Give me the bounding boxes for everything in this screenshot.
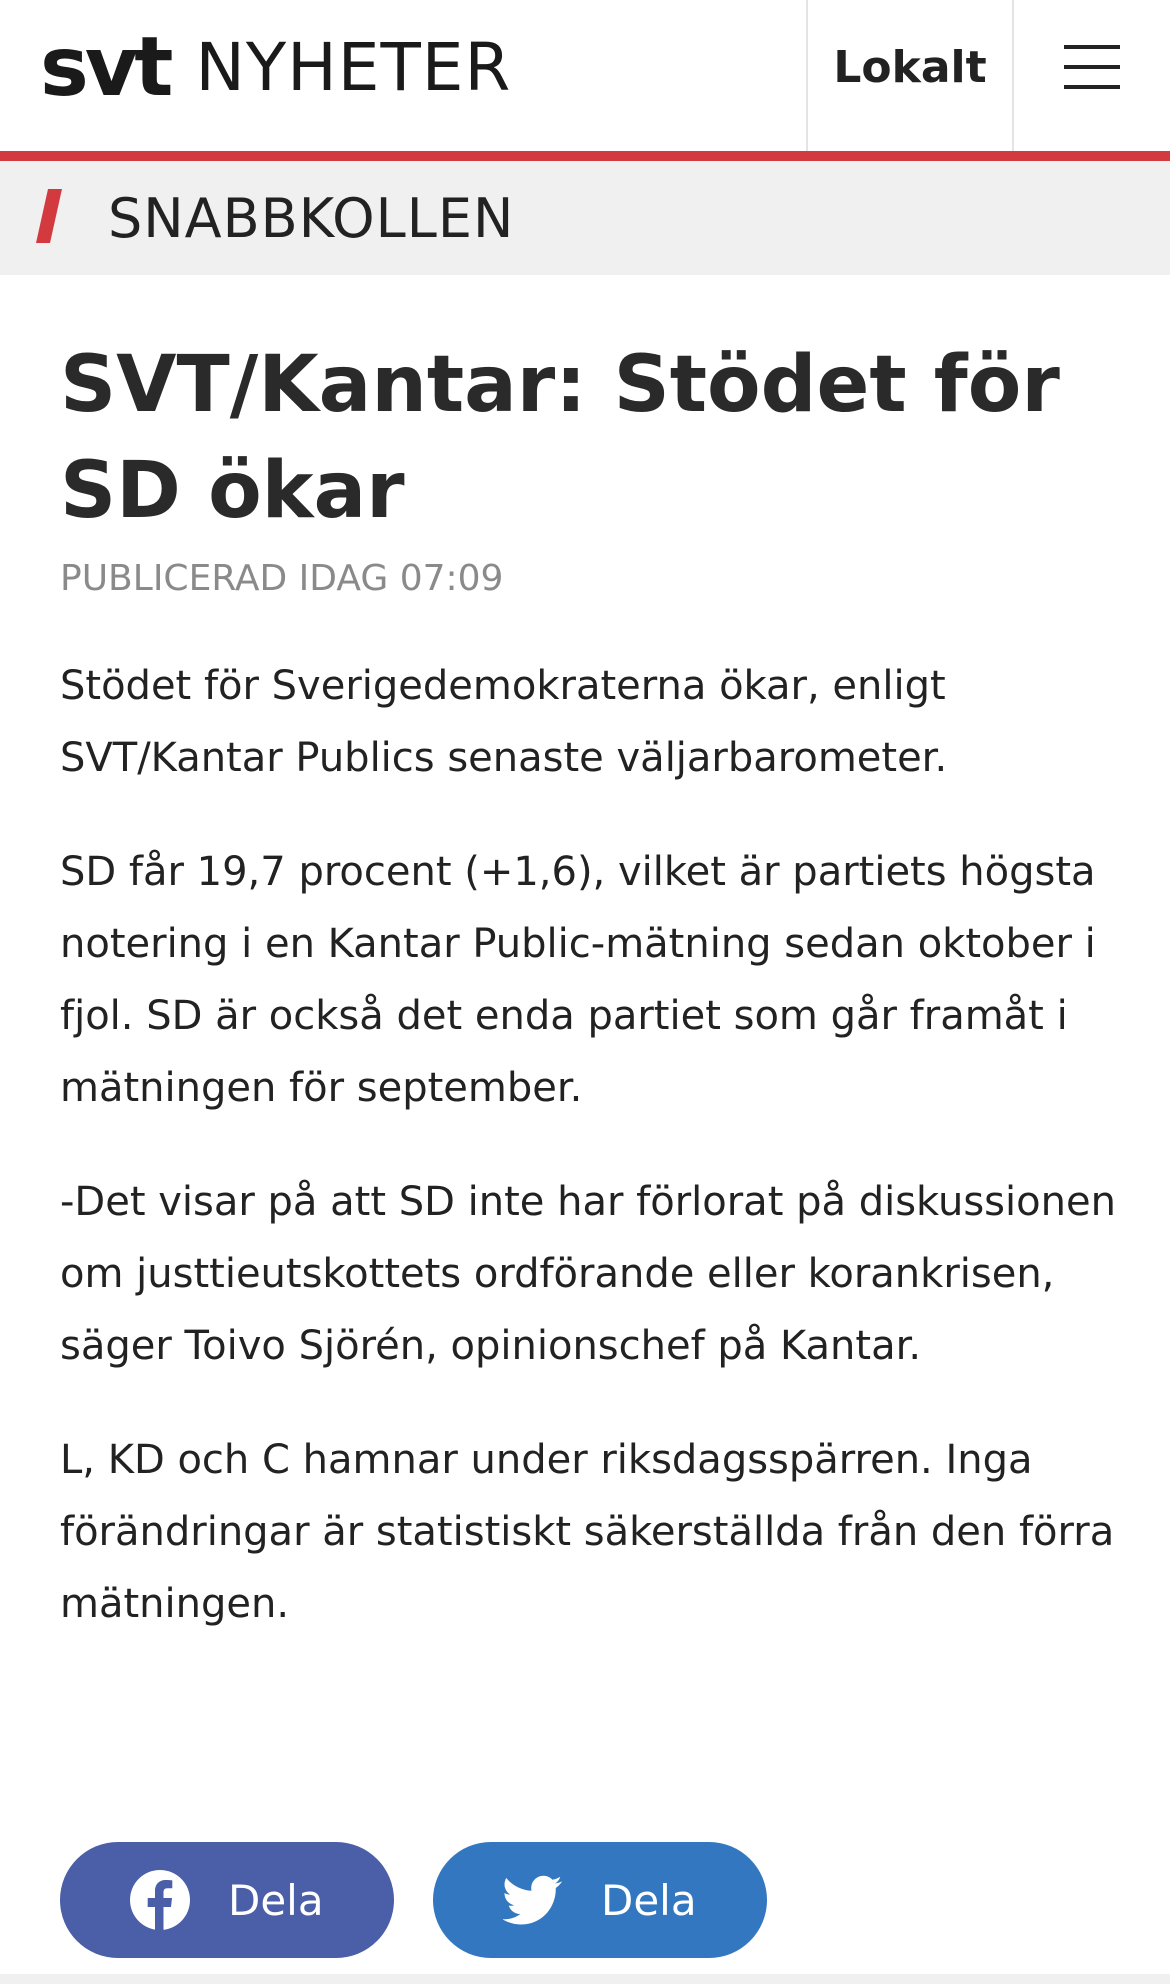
facebook-share-label: Dela: [228, 1875, 324, 1925]
top-navigation-bar: [0, 0, 1170, 151]
article-paragraph: Stödet för Sverigedemokraterna ökar, enligt SVT/Kantar Publics senaste väljarbarometer.: [60, 663, 948, 781]
svt-nyheter-logo[interactable]: [40, 8, 511, 128]
brand-accent-line: [0, 151, 1170, 161]
article-paragraph: SD får 19,7 procent (+1,6), vilket är partiets högsta notering i en Kantar Public-mätning sedan oktober i fjol. SD är också det enda partiet som går framåt i mätningen för september.: [60, 849, 1096, 1111]
page-bottom-divider: [0, 1974, 1170, 1984]
twitter-icon: [503, 1870, 563, 1930]
menu-button[interactable]: [1014, 0, 1170, 134]
lokalt-button[interactable]: [808, 0, 1012, 134]
article-body: [60, 650, 1120, 1682]
twitter-share-button[interactable]: [433, 1842, 767, 1958]
twitter-share-label: Dela: [601, 1875, 697, 1925]
section-slash-icon: [36, 189, 62, 243]
lokalt-label: Lokalt: [833, 41, 987, 93]
facebook-icon: [130, 1870, 190, 1930]
article-paragraph: -Det visar på att SD inte har förlorat på diskussionen om justtieutskottets ordförande eller korankrisen, säger Toivo Sjörén, opinionschef på Kantar.: [60, 1179, 1116, 1369]
published-timestamp: PUBLICERAD IDAG 07:09: [60, 558, 504, 599]
facebook-share-button[interactable]: [60, 1842, 394, 1958]
logo-section-text: NYHETER: [195, 29, 512, 106]
article-paragraph: L, KD och C hamnar under riksdagsspärren. Inga förändringar är statistiskt säkerställda från den förra mätningen.: [60, 1437, 1115, 1627]
article-headline: SVT/Kantar: Stödet för SD ökar: [60, 340, 1060, 536]
section-title[interactable]: SNABBKOLLEN: [108, 186, 515, 250]
section-bar: [0, 161, 1170, 275]
hamburger-menu-icon: [1064, 45, 1120, 89]
logo-svt-text: svt: [40, 20, 170, 115]
